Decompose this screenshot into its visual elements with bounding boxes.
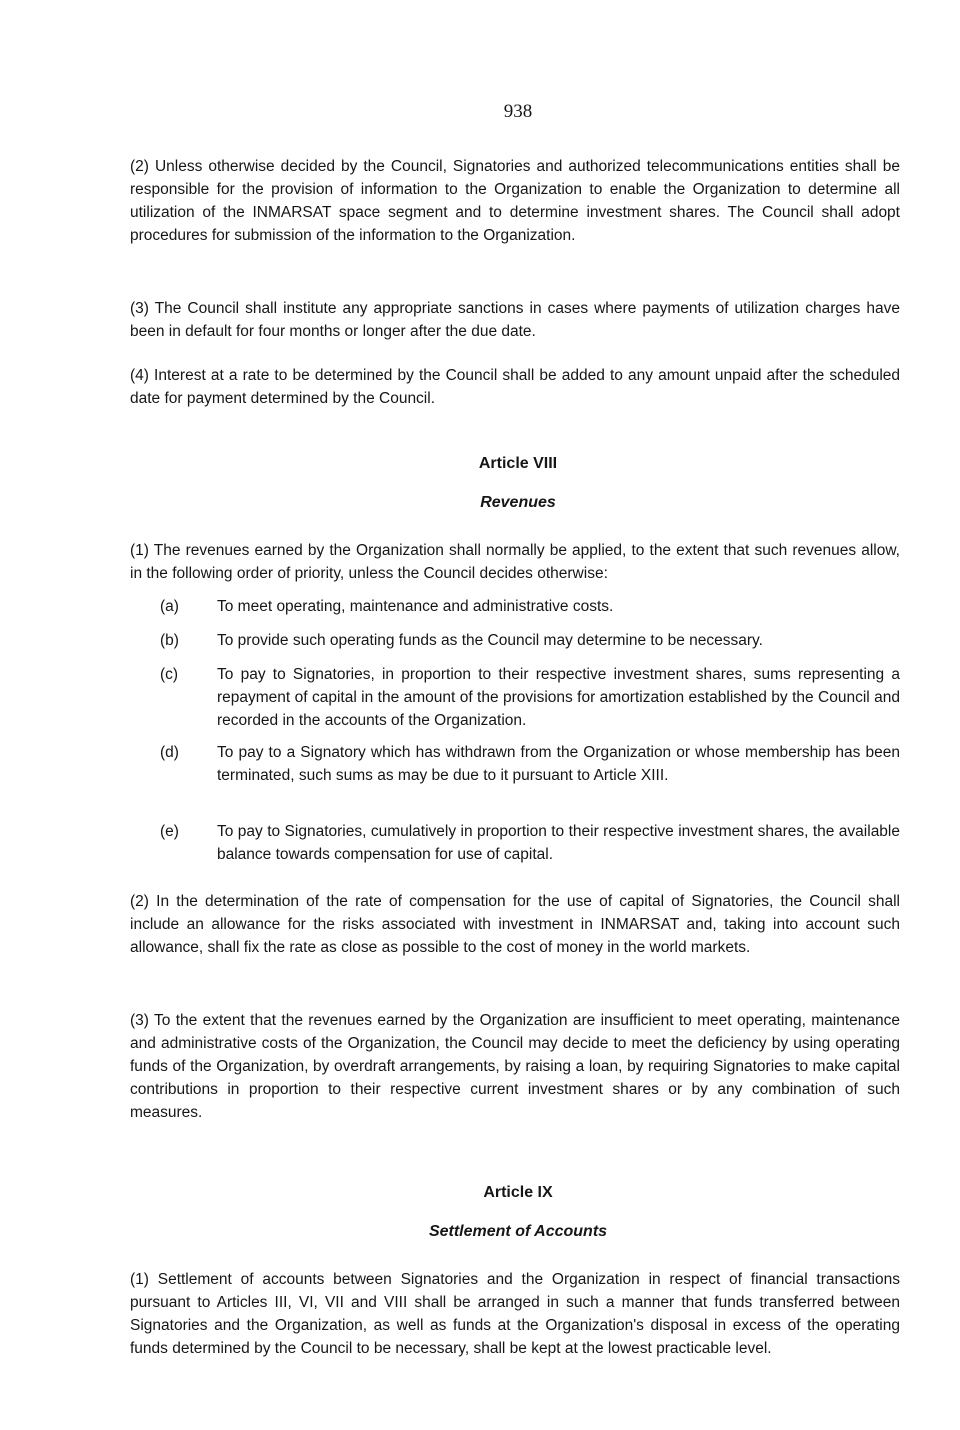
article-ix-heading: Article IX [483,1184,553,1201]
article-ix-subheading: Settlement of Accounts [428,1223,608,1240]
article-ix-paragraph-1: (1) Settlement of accounts between Signatories and the Organization in respect of financial transactions pursuant to Articles III, VI, VII and VIII shall be arranged in such a manner that funds transferred between Signatories and the Organization, as well as funds at the Organization's disposal in excess of the operating funds determined by the Council to be necessary, shall be kept at the lowest practicable level. [130,1271,900,1357]
list-item-mark: (e) [160,823,179,840]
page-number: 938 [503,101,533,122]
list-item-mark: (b) [160,632,179,649]
list-item-text: To pay to Signatories, in proportion to their respective investment shares, sums representing a repayment of capital in the amount of the provisions for amortization established by the Council and recorded in the accounts of the Organization. [217,666,900,729]
article-viii-paragraph-2: (2) In the determination of the rate of compensation for the use of capital of Signatories, the Council shall include an allowance for the risks associated with investment in INMARSAT and, taking into account such allowance, shall fix the rate as close as possible to the cost of money in the world markets. [130,893,900,956]
list-item-text: To pay to Signatories, cumulatively in proportion to their respective investment shares, the available balance towards compensation for use of capital. [217,823,900,863]
list-item [160,629,900,652]
list-item-text: To pay to a Signatory which has withdrawn from the Organization or whose membership has been terminated, such sums as may be due to it pursuant to Article XIII. [217,744,900,784]
list-item [160,820,900,866]
list-item [160,741,900,787]
list-item-text: To provide such operating funds as the Council may determine to be necessary. [217,632,763,649]
article-viii-subheading: Revenues [480,494,556,511]
article-viii-paragraph-1: (1) The revenues earned by the Organization shall normally be applied, to the extent that such revenues allow, in the following order of priority, unless the Council decides otherwise: [130,542,900,582]
list-item-mark: (c) [160,666,179,683]
list-item [160,595,900,618]
article-vii-paragraph-4: (4) Interest at a rate to be determined by the Council shall be added to any amount unpaid after the scheduled date for payment determined by the Council. [130,367,900,407]
list-item-text: To meet operating, maintenance and administrative costs. [217,598,614,615]
list-item-mark: (d) [160,744,179,761]
list-item [160,663,900,732]
article-vii-paragraph-3: (3) The Council shall institute any appropriate sanctions in cases where payments of utilization charges have been in default for four months or longer after the due date. [130,300,900,340]
article-viii-heading: Article VIII [478,455,558,472]
list-item-mark: (a) [160,598,179,615]
article-viii-paragraph-3: (3) To the extent that the revenues earned by the Organization are insufficient to meet operating, maintenance and administrative costs of the Organization, the Council may decide to meet the deficiency by using operating funds of the Organization, by overdraft arrangements, by raising a loan, by requiring Signatories to make capital contributions in proportion to their respective current investment shares or by any combination of such measures. [130,1012,900,1121]
article-vii-paragraph-2: (2) Unless otherwise decided by the Council, Signatories and authorized telecommunications entities shall be responsible for the provision of information to the Organization to enable the Organization to determine all utilization of the INMARSAT space segment and to determine investment shares. The Council shall adopt procedures for submission of the information to the Organization. [130,158,900,244]
